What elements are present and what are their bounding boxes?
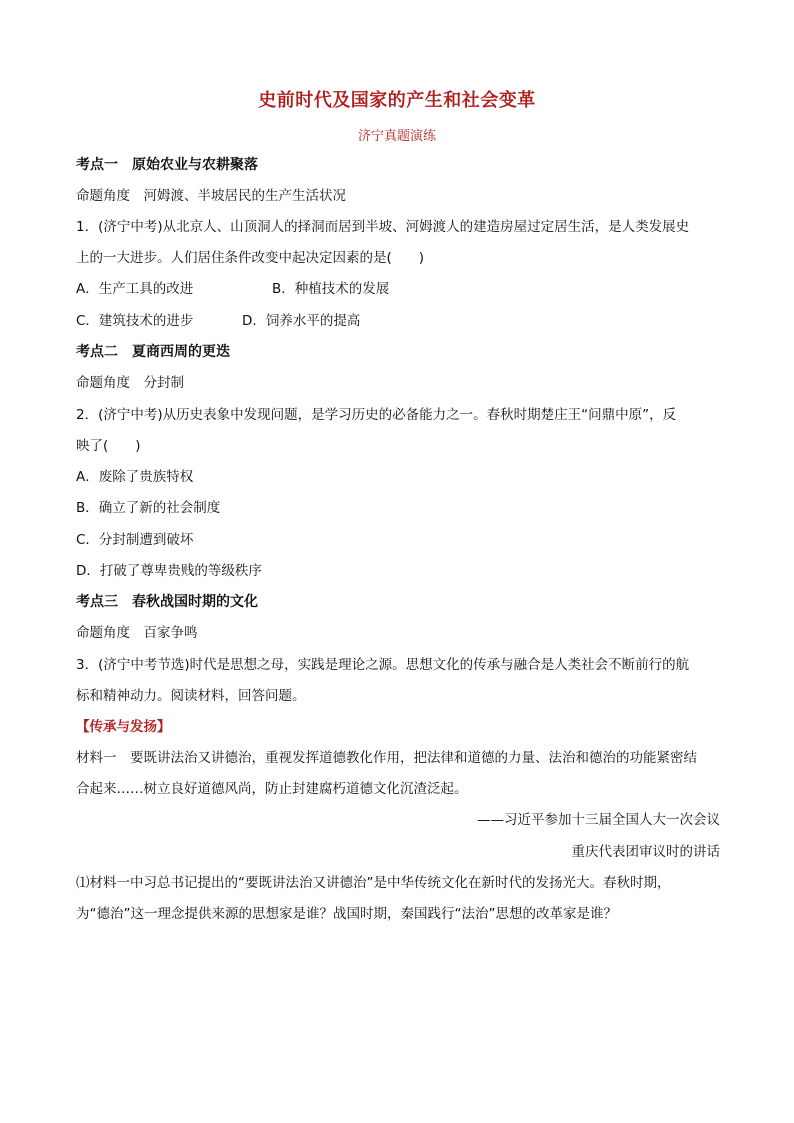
sub-question-1-line-2: 为“德治”这一理念提供来源的思想家是谁？战国时期，秦国践行“法治”思想的改革家是谁？ bbox=[76, 906, 617, 922]
question-2-option-a: A．废除了贵族特权 bbox=[76, 469, 194, 485]
question-1-options-row-2 bbox=[76, 312, 720, 330]
question-1-text-line-2: 上的一大进步。人们居住条件改变中起决定因素的是( ) bbox=[76, 250, 425, 266]
question-2-option-c: C．分封制遭到破坏 bbox=[76, 532, 194, 548]
material-one-line-1: 材料一 要既讲法治又讲德治，重视发挥道德教化作用，把法律和道德的力量、法治和德治的功能紧密结 bbox=[76, 750, 697, 766]
question-2-option-d: D．打破了尊卑贵贱的等级秩序 bbox=[76, 563, 262, 579]
question-3-text-line-1: 3．(济宁中考节选)时代是思想之母，实践是理论之源。思想文化的传承与融合是人类社会不断前行的航 bbox=[76, 657, 690, 673]
document-subtitle: 济宁真题演练 bbox=[357, 129, 436, 144]
question-2-option-b: B．确立了新的社会制度 bbox=[76, 500, 221, 516]
section-heading-2: 考点二 夏商西周的更迭 bbox=[76, 344, 230, 360]
question-2-text-line-1: 2．(济宁中考)从历史表象中发现问题，是学习历史的必备能力之一。春秋时期楚庄王“问鼎中原”，反 bbox=[76, 407, 677, 423]
section-heading-1: 考点一 原始农业与农耕聚落 bbox=[76, 157, 258, 173]
question-1-option-c: C．建筑技术的进步 bbox=[76, 313, 194, 329]
material-section-label: 【传承与发扬】 bbox=[76, 719, 171, 735]
sub-question-1-line-1: ⑴材料一中习总书记提出的“要既讲法治又讲德治”是中华传统文化在新时代的发扬光大。春秋时期， bbox=[76, 875, 671, 891]
question-angle-2: 命题角度 分封制 bbox=[76, 375, 184, 391]
question-angle-3: 命题角度 百家争鸣 bbox=[76, 625, 198, 641]
material-one-line-2: 合起来……树立良好道德风尚，防止封建腐朽道德文化沉渣泛起。 bbox=[76, 781, 468, 797]
question-3-text-line-2: 标和精神动力。阅读材料，回答问题。 bbox=[76, 688, 306, 704]
document-title: 史前时代及国家的产生和社会变革 bbox=[258, 90, 536, 111]
question-1-option-a: A．生产工具的改进 bbox=[76, 281, 194, 297]
question-1-option-b: B．种植技术的发展 bbox=[272, 281, 390, 297]
material-source-line-2: 重庆代表团审议时的讲话 bbox=[571, 844, 720, 860]
section-heading-3: 考点三 春秋战国时期的文化 bbox=[76, 594, 258, 610]
material-source-line-1: ——习近平参加十三届全国人大一次会议 bbox=[477, 812, 720, 828]
question-2-text-line-2: 映了( ) bbox=[76, 438, 141, 454]
question-1-options-row-1 bbox=[76, 280, 720, 298]
question-angle-1: 命题角度 河姆渡、半坡居民的生产生活状况 bbox=[76, 188, 346, 204]
question-1-option-d: D．饲养水平的提高 bbox=[242, 313, 361, 329]
question-1-text-line-1: 1．(济宁中考)从北京人、山顶洞人的择洞而居到半坡、河姆渡人的建造房屋过定居生活，是人类发展史 bbox=[76, 219, 690, 235]
